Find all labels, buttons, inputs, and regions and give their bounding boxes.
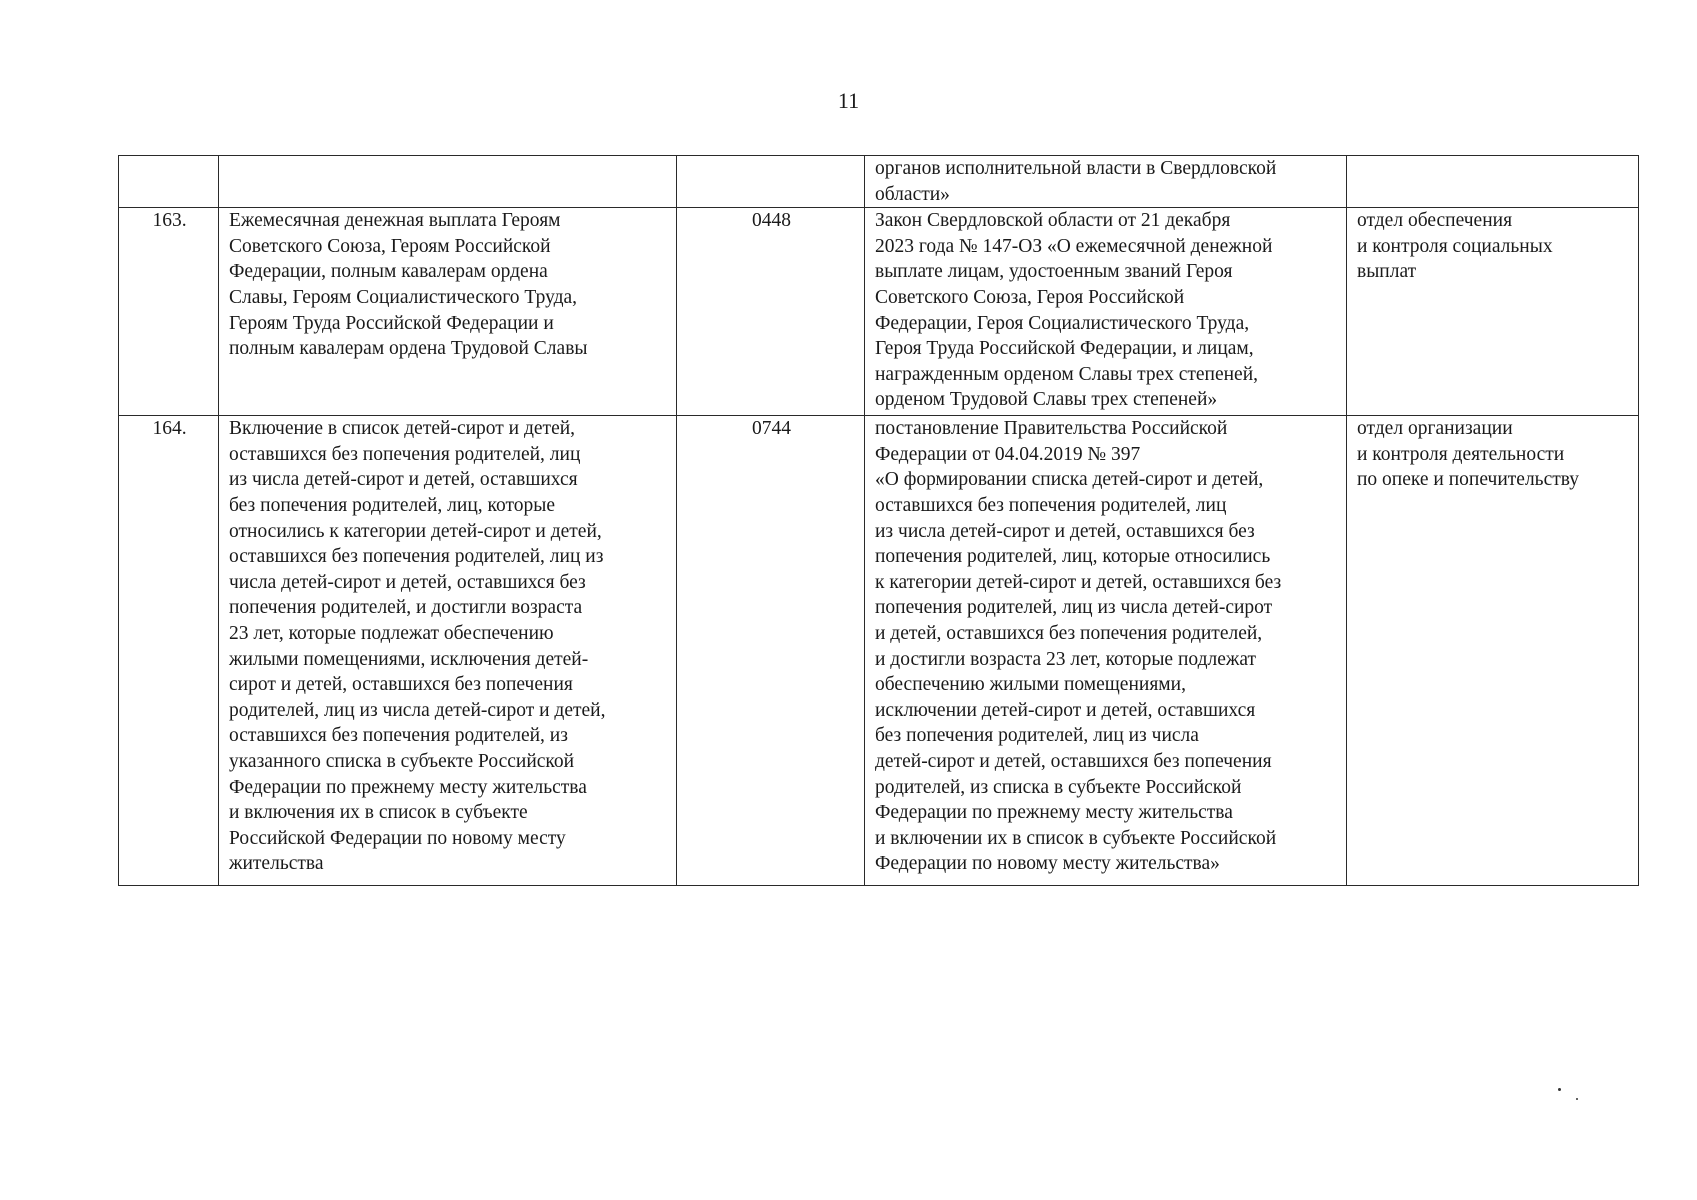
service-code: 0448 — [677, 208, 865, 416]
services-table — [118, 155, 1639, 886]
legal-basis: органов исполнительной власти в Свердловской области» — [865, 156, 1347, 208]
service-name: Ежемесячная денежная выплата Героям Советского Союза, Героям Российской Федерации, полным кавалерам ордена Славы, Героям Социалистического Труда, Героям Труда Российской Федерации и полным кавалерам ордена Трудовой Славы — [219, 208, 677, 416]
page-number: 11 — [837, 88, 860, 113]
service-name — [219, 156, 677, 208]
responsible-department: отдел обеспечения и контроля социальных выплат — [1347, 208, 1639, 416]
scan-speck — [1558, 1088, 1561, 1091]
table-row — [119, 416, 1639, 886]
scan-speck — [1576, 1098, 1578, 1100]
table-row — [119, 156, 1639, 208]
row-number: 163. — [119, 208, 219, 416]
responsible-department — [1347, 156, 1639, 208]
legal-basis: Закон Свердловской области от 21 декабря 2023 года № 147-ОЗ «О ежемесячной денежной выплате лицам, удостоенным званий Героя Советского Союза, Героя Российской Федерации, Героя Социалистического Труда, Героя Труда Российской Федерации, и лицам, награжденным орденом Славы трех степеней, орденом Трудовой Славы трех степеней» — [865, 208, 1347, 416]
row-number — [119, 156, 219, 208]
responsible-department: отдел организации и контроля деятельности по опеке и попечительству — [1347, 416, 1639, 886]
service-name: Включение в список детей-сирот и детей, оставшихся без попечения родителей, лиц из числа детей-сирот и детей, оставшихся без попечения родителей, лиц, которые относились к категории детей-сирот и детей, оставшихся без попечения родителей, лиц из числа детей-сирот и детей, оставшихся без попечения родителей, и достигли возраста 23 лет, которые подлежат обеспечению жилыми помещениями, исключения детей- сирот и детей, оставшихся без попечения родителей, лиц из числа детей-сирот и детей, оставшихся без попечения родителей, из указанного списка в субъекте Российской Федерации по прежнему месту жительства и включения их в список в субъекте Российской Федерации по новому месту жительства — [219, 416, 677, 886]
legal-basis: постановление Правительства Российской Федерации от 04.04.2019 № 397 «О формировании списка детей-сирот и детей, оставшихся без попечения родителей, лиц из числа детей-сирот и детей, оставшихся без попечения родителей, лиц, которые относились к категории детей-сирот и детей, оставшихся без попечения родителей, лиц из числа детей-сирот и детей, оставшихся без попечения родителей, и достигли возраста 23 лет, которые подлежат обеспечению жилыми помещениями, исключении детей-сирот и детей, оставшихся без попечения родителей, лиц из числа детей-сирот и детей, оставшихся без попечения родителей, из списка в субъекте Российской Федерации по прежнему месту жительства и включении их в список в субъекте Российской Федерации по новому месту жительства» — [865, 416, 1347, 886]
row-number: 164. — [119, 416, 219, 886]
service-code: 0744 — [677, 416, 865, 886]
service-code — [677, 156, 865, 208]
table-row — [119, 208, 1639, 416]
